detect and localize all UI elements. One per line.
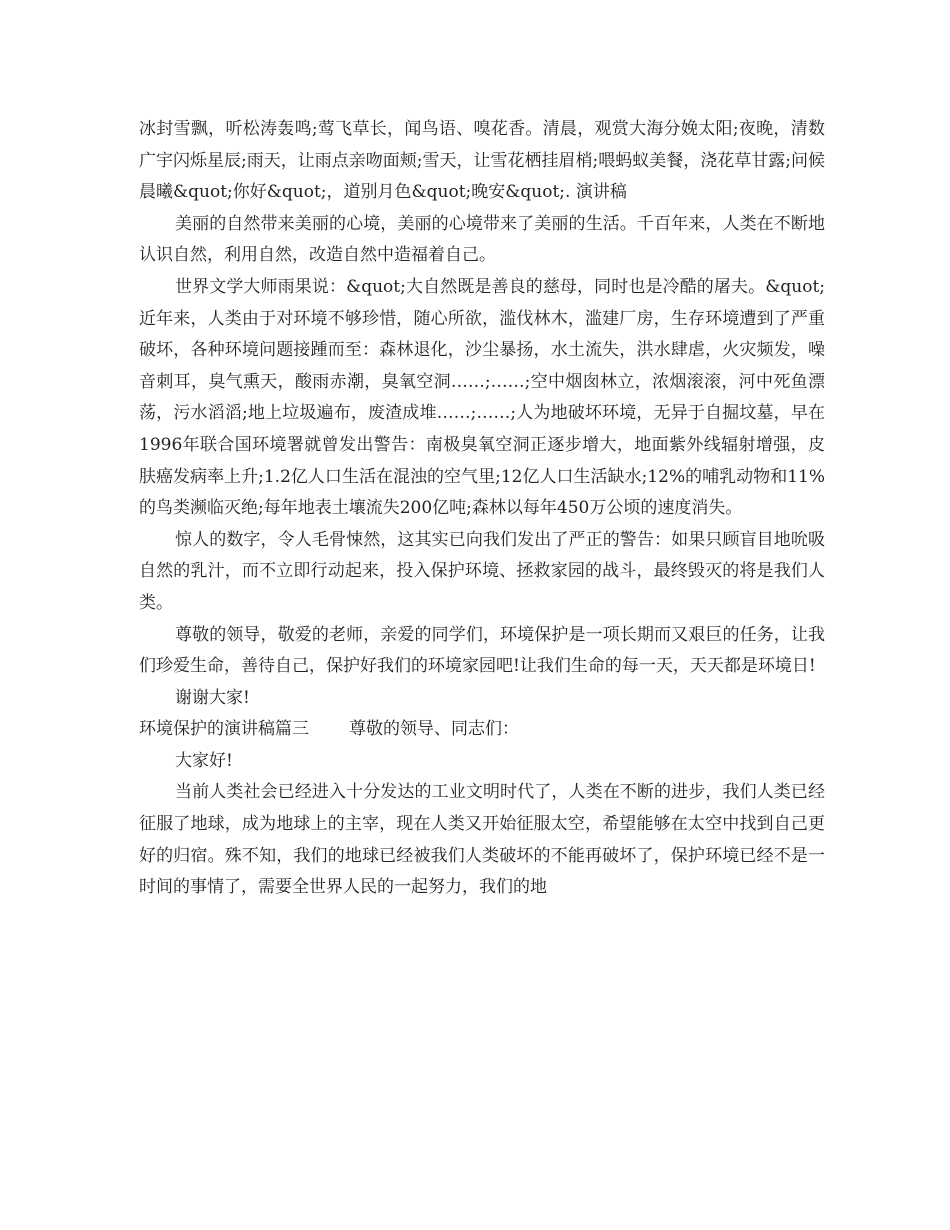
- section-salutation: 尊敬的领导、同志们：: [349, 719, 519, 740]
- paragraph-4: 惊人的数字，令人毛骨悚然，这其实已向我们发出了严正的警告：如果只顾盲目地吮吸自然的乳汁，而不立即行动起来，投入保护环境、拯救家园的战斗，最终毁灭的将是我们人类。: [139, 529, 825, 613]
- paragraph-3: 世界文学大师雨果说：&quot;大自然既是善良的慈母，同时也是冷酷的屠夫。&quot;近年来，人类由于对环境不够珍惜，随心所欲，滥伐林木，滥建厂房，生存环境遭到了严重破坏，各种环境问题接踵而至：森林退化，沙尘暴扬，水土流失，洪水肆虐，火灾频发，噪音刺耳，臭气熏天，酸雨赤潮，臭氧空洞……;……;空中烟囱林立，浓烟滚滚，河中死鱼漂荡，污水滔滔;地上垃圾遍布，废渣成堆……;……;人为地破坏环境，无异于自掘坟墓，早在1996年联合国环境署就曾发出警告：南极臭氧空洞正逐步增大，地面紫外线辐射增强，皮肤癌发病率上升;1.2亿人口生活在混浊的空气里;12亿人口生活缺水;12%的哺乳动物和11%的鸟类濒临灭绝;每年地表土壤流失200亿吨;森林以每年450万公顷的速度消失。: [139, 276, 825, 519]
- document-page: [139, 114, 825, 904]
- section-title: 环境保护的演讲稿篇三: [139, 719, 309, 740]
- paragraph-7: 大家好!: [175, 750, 233, 771]
- paragraph-6: 谢谢大家!: [175, 687, 250, 708]
- paragraph-2: 美丽的自然带来美丽的心境，美丽的心境带来了美丽的生活。千百年来，人类在不断地认识自然，利用自然，改造自然中造福着自己。: [139, 213, 825, 266]
- section-heading: [139, 714, 825, 746]
- paragraph-5: 尊敬的领导，敬爱的老师，亲爱的同学们，环境保护是一项长期而又艰巨的任务，让我们珍爱生命，善待自己，保护好我们的环境家园吧!让我们生命的每一天，天天都是环境日!: [139, 624, 825, 677]
- paragraph-1: 冰封雪飘，听松涛轰鸣;莺飞草长，闻鸟语、嗅花香。清晨，观赏大海分娩太阳;夜晚，清数广宇闪烁星辰;雨天，让雨点亲吻面颊;雪天，让雪花栖挂眉梢;喂蚂蚁美餐，浇花草甘露;问候晨曦&quot;你好&quot;，道别月色&quot;晚安&quot;. 演讲稿: [139, 119, 825, 203]
- paragraph-8: 当前人类社会已经进入十分发达的工业文明时代了，人类在不断的进步，我们人类已经征服了地球，成为地球上的主宰，现在人类又开始征服太空，希望能够在太空中找到自己更好的归宿。殊不知，我们的地球已经被我们人类破坏的不能再破坏了，保护环境已经不是一时间的事情了，需要全世界人民的一起努力，我们的地: [139, 782, 825, 898]
